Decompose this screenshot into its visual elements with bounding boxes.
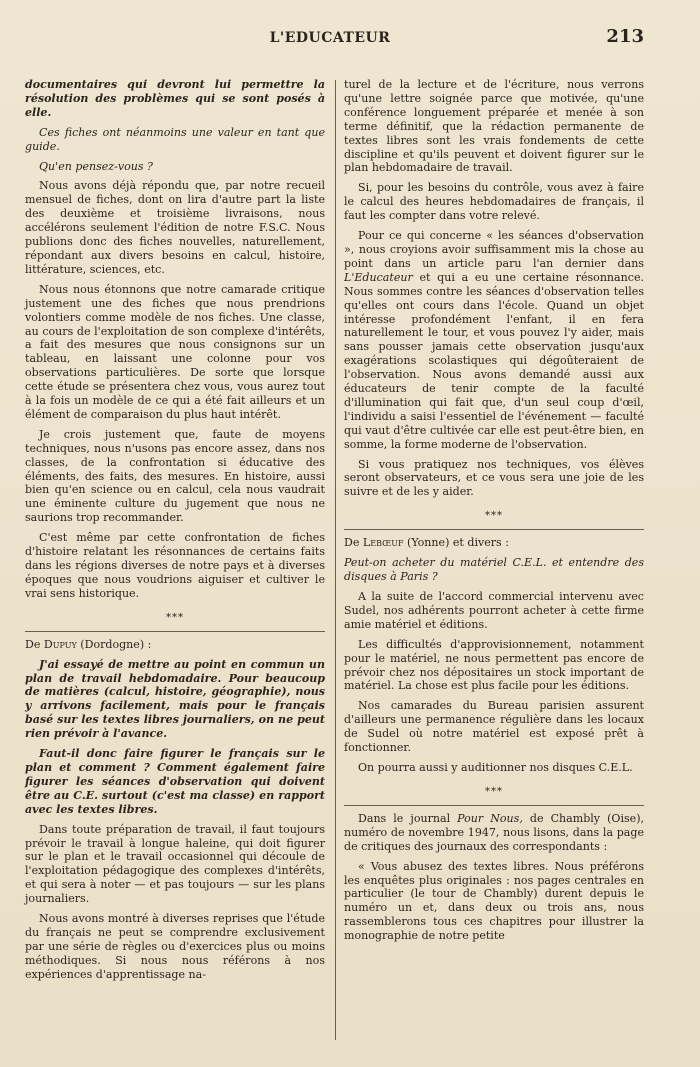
paragraph: Je crois justement que, faute de moyens techniques, nous n'usons pas encore assez, dans nos classes, de la confrontation si éducative des éléments, des faits, des mesures. En histoire, aussi bien qu'en science ou en calcul, cela nous vaudrait une éminente culture du jugement que nous ne saurions trop recommander.	[25, 427, 325, 525]
section-separator: ⁎⁎⁎	[485, 782, 503, 794]
section-rule	[344, 805, 644, 806]
paragraph: turel de la lecture et de l'écriture, nous verrons qu'une lettre soignée parce que motivée, qu'une conférence longuement préparée et menée à son terme définitif, que la rédaction permanente de textes libres sont les vrais fondements de cette discipline et qu'ils peuvent et doivent figurer sur le plan hebdomadaire de travail.	[344, 78, 644, 175]
byline-prefix: De	[25, 637, 44, 651]
paragraph: Qu'en pensez-vous ?	[39, 159, 153, 173]
section-separator: ⁎⁎⁎	[166, 608, 184, 620]
section-rule	[25, 631, 325, 632]
right-column	[344, 78, 644, 949]
paragraph: Les difficultés d'approvisionnement, notamment pour le matériel, ne nous permettent pas encore de prévoir chez nos dépositaires un stock important de matériel. La chose est plus facile pour les éditions.	[344, 637, 644, 693]
byline-name: Lebœuf	[362, 536, 404, 550]
paragraph: Si vous pratiquez nos techniques, vos élèves seront observateurs, et ce vous sera une joie de les suivre et de les y aider.	[344, 457, 644, 499]
byline-place: (Dordogne) :	[76, 637, 152, 651]
paragraph: documentaires qui devront lui permettre la résolution des problèmes qui se sont posés à elle.	[25, 78, 325, 119]
paragraph: Ces fiches ont néanmoins une valeur en tant que guide.	[25, 125, 325, 153]
left-column	[25, 78, 325, 988]
reader-question: Faut-il donc faire figurer le français sur le plan et comment ? Comment également faire figurer les séances d'observation qui doivent être au C.E. surtout (c'est ma classe) en rapport avec les textes libres.	[25, 747, 325, 816]
journal-title: L'EDUCATEUR	[269, 30, 391, 46]
paragraph-text: Pour ce qui concerne « les séances d'observation », nous croyions avoir suffisamment mis la chose au point dans un article paru l'an dernier dans	[344, 229, 644, 270]
section-separator: ⁎⁎⁎	[485, 507, 503, 519]
column-divider	[335, 80, 336, 1040]
page-header	[0, 26, 700, 54]
paragraph-text: et qui a eu une certaine résonnance. Nous sommes contre les séances d'observation telles qu'elles ont cours dans l'école. Quand un objet intéresse profondément l'enfant, il en fera naturellement le tour, et vous pouvez l'y aider, mais sans pousser jamais cette observation jusqu'aux exagérations scolastiques qui dégoûteraient de l'observation. Nous avons demandé aussi aux éducateurs de tenir compte de la faculté d'illumination qui fait que, d'un seul coup d'œil, l'individu a saisi l'essentiel de l'événement — faculté qui vaut d'être cultivée car elle est peut-être bien, en somme, la forme moderne de l'observation.	[344, 270, 644, 451]
byline-name: Dupuy	[43, 637, 77, 651]
byline	[344, 536, 644, 550]
paragraph-text: de Chambly (Oise), numéro de novembre 1947, nous lisons, dans la page de critiques des journaux des correspondants :	[344, 811, 645, 853]
paragraph: On pourra aussi y auditionner nos disques C.E.L.	[358, 760, 633, 774]
paragraph: Nous nous étonnons que notre camarade critique justement une des fiches que nous prendrions volontiers comme modèle de nos fiches. Une classe, au cours de l'exploitation de son complexe d'intérêts, a fait des mesures que nous consignons sur un tableau, en laissant une colonne pour vos observations particulières. De sorte que lorsque cette étude se présentera chez vous, vous aurez tout à la fois un modèle de ce qui a été fait ailleurs et un élément de comparaison du plus haut intérêt.	[25, 282, 325, 421]
paragraph: A la suite de l'accord commercial intervenu avec Sudel, nos adhérents pourront acheter à cette firme amie matériel et éditions.	[344, 590, 644, 631]
section-rule	[344, 529, 644, 530]
page-number: 213	[606, 26, 644, 47]
reader-question: J'ai essayé de mettre au point en commun un plan de travail hebdomadaire. Pour beaucoup de matières (calcul, histoire, géographie), nous y arrivons facilement, mais pour le français basé sur les textes libres journaliers, on ne peut rien prévoir à l'avance.	[25, 657, 325, 741]
byline-prefix: De	[344, 536, 363, 550]
paragraph: Nos camarades du Bureau parisien assurent d'ailleurs une permanence régulière dans les locaux de Sudel où notre matériel est exposé prêt à fonctionner.	[344, 699, 644, 755]
paragraph-text: Dans le journal	[358, 811, 458, 825]
quotation: « Vous abusez des textes libres. Nous préférons les enquêtes plus originales : nos pages centrales en particulier (le tour de Chambly) durent depuis le numéro un et, dans deux ou trois ans, nous rassemblerons tous ces chapitres pour illustrer la monographie de notre petite	[344, 859, 644, 943]
byline	[25, 638, 325, 652]
reader-question: Peut-on acheter du matériel C.E.L. et entendre des disques à Paris ?	[344, 556, 644, 584]
paragraph: Si, pour les besoins du contrôle, vous avez à faire le calcul des heures hebdomadaires de français, il faut les compter dans votre relevé.	[344, 181, 644, 223]
paragraph: C'est même par cette confrontation de fiches d'histoire relatant les résonnances de certains faits dans les régions diverses de notre pays et à diverses époques que nous voudrions aiguiser et cultiver le vrai sens historique.	[25, 531, 325, 600]
paragraph: Nous avons déjà répondu que, par notre recueil mensuel de fiches, dont on lira d'autre part la liste des deuxième et troisième livraisons, nous accélérons seulement l'édition de notre F.S.C. Nous publions donc des fiches nouvelles, naturellement, répondant aux divers besoins en calcul, histoire, littérature, sciences, etc.	[25, 179, 325, 276]
paragraph	[344, 229, 644, 452]
journal-name: L'Educateur	[344, 270, 413, 284]
paragraph: Nous avons montré à diverses reprises que l'étude du français ne peut se comprendre exclusivement par une série de règles ou d'exercices plus ou moins méthodiques. Si nous nous référons à nos expériences d'apprentissage na-	[25, 912, 325, 981]
journal-name: Pour Nous,	[457, 811, 523, 825]
paragraph: Dans toute préparation de travail, il faut toujours prévoir le travail à longue haleine, qui doit figurer sur le plan et le travail occasionnel qui découle de l'exploitation pédagogique des complexes d'intérêts, et qui sera à noter — et pas toujours — sur les plans journaliers.	[25, 822, 325, 906]
paragraph	[344, 812, 644, 854]
byline-place: (Yonne) et divers :	[403, 536, 509, 550]
